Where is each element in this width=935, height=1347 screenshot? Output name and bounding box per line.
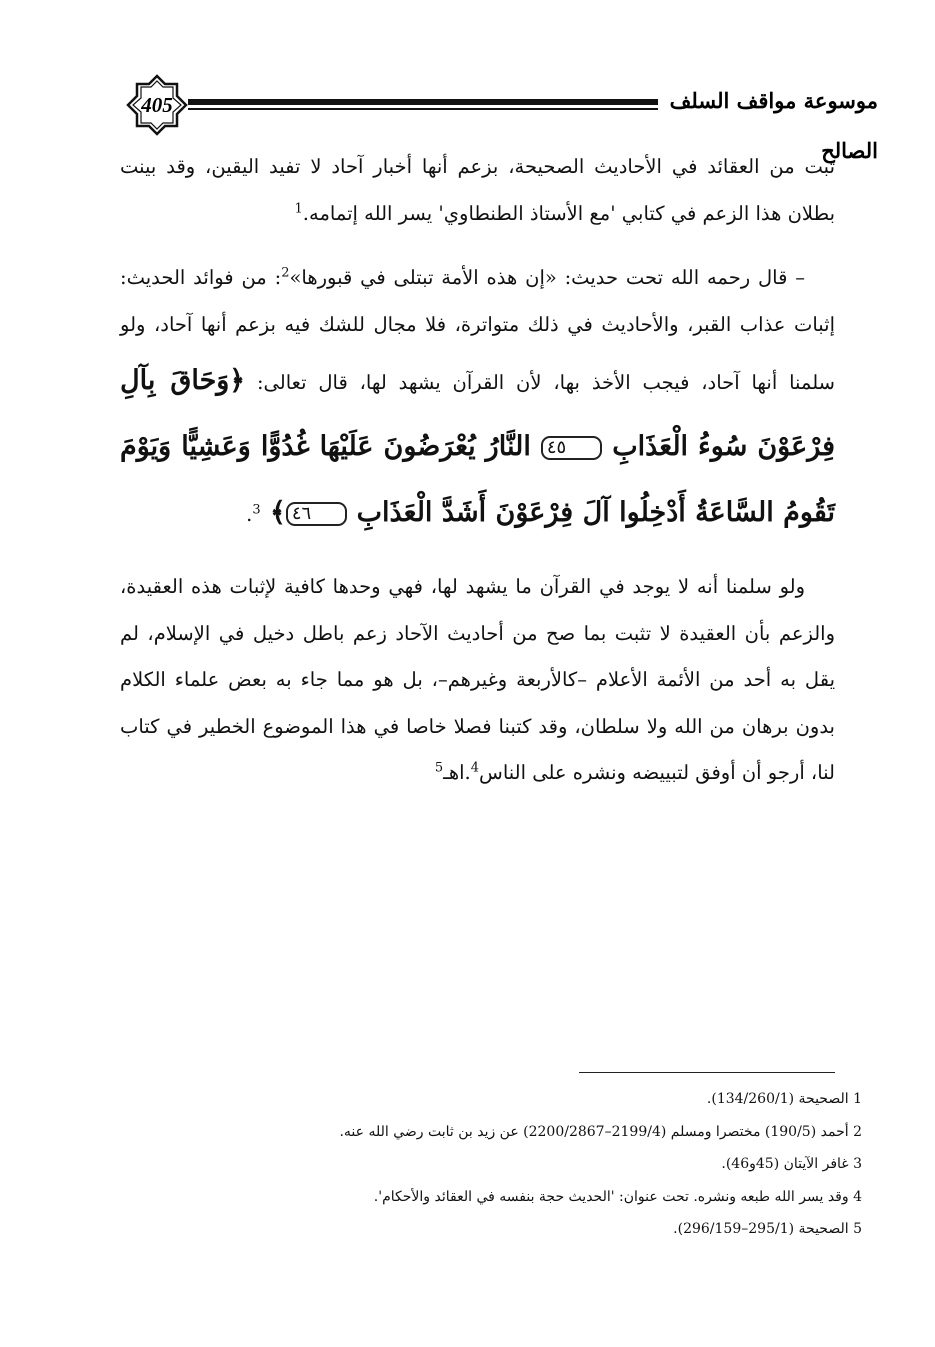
page-number-badge [126,74,188,136]
footnote-1: 1 الصحيحة (134/260/1). [706,1091,862,1107]
page-number: 405 [141,93,173,117]
footnote-3: 3 غافر الآيتان (45و46). [721,1156,862,1172]
footnote-ref-3: 3 [252,502,261,518]
footnote-ref-4: 4 [470,760,480,776]
footnote-separator [579,1072,835,1073]
footnote-2: 2 أحمد (190/5) مختصرا ومسلم (2199/4–2200/2867) عن زيد بن ثابت رضي الله عنه. [339,1123,862,1140]
footnote-5: 5 الصحيحة (295/1–296/159). [673,1221,862,1237]
footnotes [120,1083,862,1246]
footnote-4: 4 وقد يسر الله طبعه ونشره. تحت عنوان: 'الحديث حجة بنفسه في العقائد والأحكام'. [373,1188,862,1205]
header-rule [188,97,658,113]
paragraph-3: ولو سلمنا أنه لا يوجد في القرآن ما يشهد لها، فهي وحدها كافية لإثبات هذه العقيدة، والزعم بأن العقيدة لا تثبت بما صح من أحاديث الآحاد زعم باطل دخيل في الإسلام، لم يقل به أحد من الأئمة الأعلام –كالأربعة وغيرهم–، بل هو مما جاء به بعض علماء الكلام بدون برهان من الله ولا سلطان، وقد كتبنا فصلا خاصا في هذا الموضوع الخطير في كتاب لنا، أرجو أن أوفق لتبييضه ونشره على الناس$^4$.اهـ$^5$ [120,575,835,784]
ayah-number-45: ٤٥ [541,436,602,460]
quran-verse: ﴿وَحَاقَ بِآلِ فِرْعَوْنَ سُوءُ الْعَذَابِ ٤٥ النَّارُ يُعْرَضُونَ عَلَيْهَا غُدُوًّا وَعَشِيًّا وَيَوْمَ تَقُومُ السَّاعَةُ أَدْخِلُوا آلَ فِرْعَوْنَ أَشَدَّ الْعَذَابِ ٤٦﴾ [120,365,836,528]
paragraph-1: ثبت من العقائد في الأحاديث الصحيحة، بزعم أنها أخبار آحاد لا تفيد اليقين، وقد بينت بطلان هذا الزعم في كتابي 'مع الأستاذ الطنطاوي' يسر الله إتمامه.$^1$ [120,155,835,225]
footnote-ref-1: 1 [294,201,303,216]
page-header [118,70,878,163]
book-title: موسوعة مواقف السلف الصالح [669,88,878,163]
main-text [120,144,835,797]
footnote-ref-2: 2 [281,265,290,281]
footnote-ref-5: 5 [434,760,444,776]
paragraph-2: – قال رحمه الله تحت حديث: «إن هذه الأمة تبتلى في قبورها»$^2$: من فوائد الحديث: إثبات عذاب القبر، والأحاديث في ذلك متواترة، فلا مجال للشك فيه بزعم أنها آحاد، ولو سلمنا أنها آحاد، فيجب الأخذ بها، لأن القرآن يشهد لها، قال تعالى: ﴿وَحَاقَ بِآلِ فِرْعَوْنَ سُوءُ الْعَذَابِ ٤٥ النَّارُ يُعْرَضُونَ عَلَيْهَا غُدُوًّا وَعَشِيًّا وَيَوْمَ تَقُومُ السَّاعَةُ أَدْخِلُوا آلَ فِرْعَوْنَ أَشَدَّ الْعَذَابِ ٤٦﴾ $^3$. [120,265,836,528]
ayah-number-46: ٤٦ [286,502,347,526]
